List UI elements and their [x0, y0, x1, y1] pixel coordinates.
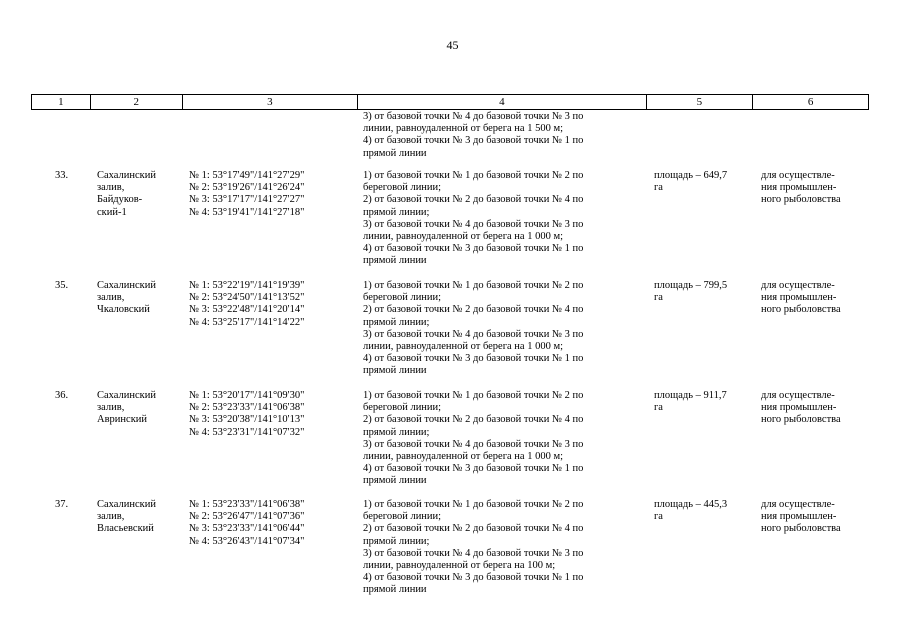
purpose-line: ного рыболовства: [761, 414, 841, 426]
purpose-line: ния промышлен-: [761, 182, 837, 194]
coord-line: № 3: 53°20'38"/141°10'13": [189, 414, 305, 426]
coordinates: [189, 170, 365, 219]
page-number: 45: [446, 38, 459, 52]
purpose-line: ного рыболовства: [761, 523, 841, 535]
coord-line: № 2: 53°23'33"/141°06'38": [189, 402, 305, 414]
coordinates: [189, 280, 365, 329]
coord-line: № 2: 53°26'47"/141°07'36": [189, 511, 305, 523]
border-line: прямой линии;: [363, 316, 430, 328]
border-line: 4) от базовой точки № 3 до базовой точки № 1 по: [363, 572, 584, 584]
place-line: залив,: [97, 402, 125, 414]
border-line: 4) от базовой точки № 3 до базовой точки № 1 по: [363, 353, 584, 365]
borders-description: [363, 280, 653, 378]
place-line: Чкаловский: [97, 304, 150, 316]
coord-line: № 1: 53°17'49"/141°27'29": [189, 170, 305, 181]
continuation-line: 4) от базовой точки № 3 до базовой точки № 1 по: [363, 135, 584, 147]
border-line: 1) от базовой точки № 1 до базовой точки № 2 по: [363, 280, 584, 291]
coordinates: [189, 390, 365, 439]
borders-description: [363, 170, 653, 268]
coord-line: № 4: 53°23'31"/141°07'32": [189, 426, 305, 438]
table-header-row: [31, 94, 869, 110]
place-name: [97, 499, 187, 536]
area-line: площадь – 445,3: [654, 499, 728, 510]
place-line: залив,: [97, 292, 125, 304]
place-line: ский-1: [97, 206, 127, 218]
border-line: 2) от базовой точки № 2 до базовой точки № 4 по: [363, 304, 584, 316]
area: [654, 280, 754, 304]
place-name: [97, 390, 187, 427]
coord-line: № 3: 53°23'33"/141°06'44": [189, 523, 305, 535]
header-col-1: 1: [32, 95, 91, 109]
coord-line: № 4: 53°25'17"/141°14'22": [189, 316, 305, 328]
place-line: Байдуков-: [97, 194, 143, 206]
border-line: береговой линии;: [363, 511, 442, 523]
border-line: линии, равноудаленной от берега на 1 000 м;: [363, 231, 564, 243]
border-line: 4) от базовой точки № 3 до базовой точки № 1 по: [363, 463, 584, 475]
border-line: линии, равноудаленной от берега на 1 000 м;: [363, 341, 564, 353]
border-line: прямой линии: [363, 255, 427, 267]
coord-line: № 2: 53°19'26"/141°26'24": [189, 182, 305, 194]
border-line: береговой линии;: [363, 182, 442, 194]
coord-line: № 1: 53°20'17"/141°09'30": [189, 390, 305, 401]
border-line: прямой линии: [363, 365, 427, 377]
area-line: площадь – 799,5: [654, 280, 728, 291]
header-col-2: 2: [91, 95, 183, 109]
area-line: га: [654, 292, 663, 304]
area-line: га: [654, 511, 663, 523]
area-line: га: [654, 402, 663, 414]
purpose: [761, 170, 866, 207]
continuation-line: 3) от базовой точки № 4 до базовой точки № 3 по: [363, 111, 584, 122]
border-line: 1) от базовой точки № 1 до базовой точки № 2 по: [363, 170, 584, 181]
purpose-line: ния промышлен-: [761, 511, 837, 523]
purpose-line: ния промышлен-: [761, 402, 837, 414]
continuation-line: линии, равноудаленной от берега на 1 500 м;: [363, 123, 564, 135]
area-line: площадь – 649,7: [654, 170, 728, 181]
borders-description: [363, 499, 653, 597]
purpose-line: ного рыболовства: [761, 194, 841, 206]
purpose-line: для осуществле-: [761, 390, 835, 401]
border-line: 3) от базовой точки № 4 до базовой точки № 3 по: [363, 328, 584, 340]
row-number: 33.: [55, 170, 69, 181]
borders-description: [363, 390, 653, 488]
coord-line: № 1: 53°23'33"/141°06'38": [189, 499, 305, 510]
coord-line: № 3: 53°22'48"/141°20'14": [189, 304, 305, 316]
border-line: линии, равноудаленной от берега на 1 000 м;: [363, 451, 564, 463]
area-line: площадь – 911,7: [654, 390, 727, 401]
area: [654, 390, 754, 414]
area-line: га: [654, 182, 663, 194]
coord-line: № 2: 53°24'50"/141°13'52": [189, 292, 305, 304]
purpose-line: для осуществле-: [761, 499, 835, 510]
purpose-line: ния промышлен-: [761, 292, 837, 304]
purpose: [761, 499, 866, 536]
row-number: 36.: [55, 390, 69, 401]
purpose-line: для осуществле-: [761, 170, 835, 181]
place-line: залив,: [97, 182, 125, 194]
row-number: 35.: [55, 280, 69, 291]
border-line: линии, равноудаленной от берега на 100 м;: [363, 560, 556, 572]
row-number: 37.: [55, 499, 69, 510]
place-line: Сахалинский: [97, 499, 157, 510]
border-line: прямой линии: [363, 584, 427, 596]
border-line: 1) от базовой точки № 1 до базовой точки № 2 по: [363, 390, 584, 401]
place-line: Сахалинский: [97, 390, 157, 401]
coordinates: [189, 499, 365, 548]
header-col-5: 5: [647, 95, 754, 109]
place-name: [97, 280, 187, 317]
border-line: 3) от базовой точки № 4 до базовой точки № 3 по: [363, 218, 584, 230]
border-line: прямой линии: [363, 475, 427, 487]
purpose-line: для осуществле-: [761, 280, 835, 291]
area: [654, 499, 754, 523]
header-col-4: 4: [358, 95, 646, 109]
border-line: 2) от базовой точки № 2 до базовой точки № 4 по: [363, 414, 584, 426]
border-line: береговой линии;: [363, 292, 442, 304]
place-line: Сахалинский: [97, 280, 157, 291]
place-line: Сахалинский: [97, 170, 157, 181]
coord-line: № 3: 53°17'17"/141°27'27": [189, 194, 305, 206]
border-line: 4) от базовой точки № 3 до базовой точки № 1 по: [363, 243, 584, 255]
border-line: 2) от базовой точки № 2 до базовой точки № 4 по: [363, 523, 584, 535]
place-line: залив,: [97, 511, 125, 523]
place-line: Власьевский: [97, 523, 154, 535]
border-line: прямой линии;: [363, 535, 430, 547]
continuation-borders: [363, 111, 653, 160]
border-line: 3) от базовой точки № 4 до базовой точки № 3 по: [363, 438, 584, 450]
coord-line: № 4: 53°26'43"/141°07'34": [189, 535, 305, 547]
border-line: прямой линии;: [363, 206, 430, 218]
purpose: [761, 390, 866, 427]
area: [654, 170, 754, 194]
place-line: Авринский: [97, 414, 148, 426]
coord-line: № 4: 53°19'41"/141°27'18": [189, 206, 305, 218]
continuation-line: прямой линии: [363, 147, 427, 159]
place-name: [97, 170, 187, 219]
header-col-6: 6: [807, 96, 814, 108]
coord-line: № 1: 53°22'19"/141°19'39": [189, 280, 305, 291]
purpose: [761, 280, 866, 317]
purpose-line: ного рыболовства: [761, 304, 841, 316]
border-line: 3) от базовой точки № 4 до базовой точки № 3 по: [363, 547, 584, 559]
border-line: береговой линии;: [363, 402, 442, 414]
border-line: прямой линии;: [363, 426, 430, 438]
header-col-3: 3: [183, 95, 359, 109]
border-line: 2) от базовой точки № 2 до базовой точки № 4 по: [363, 194, 584, 206]
border-line: 1) от базовой точки № 1 до базовой точки № 2 по: [363, 499, 584, 510]
